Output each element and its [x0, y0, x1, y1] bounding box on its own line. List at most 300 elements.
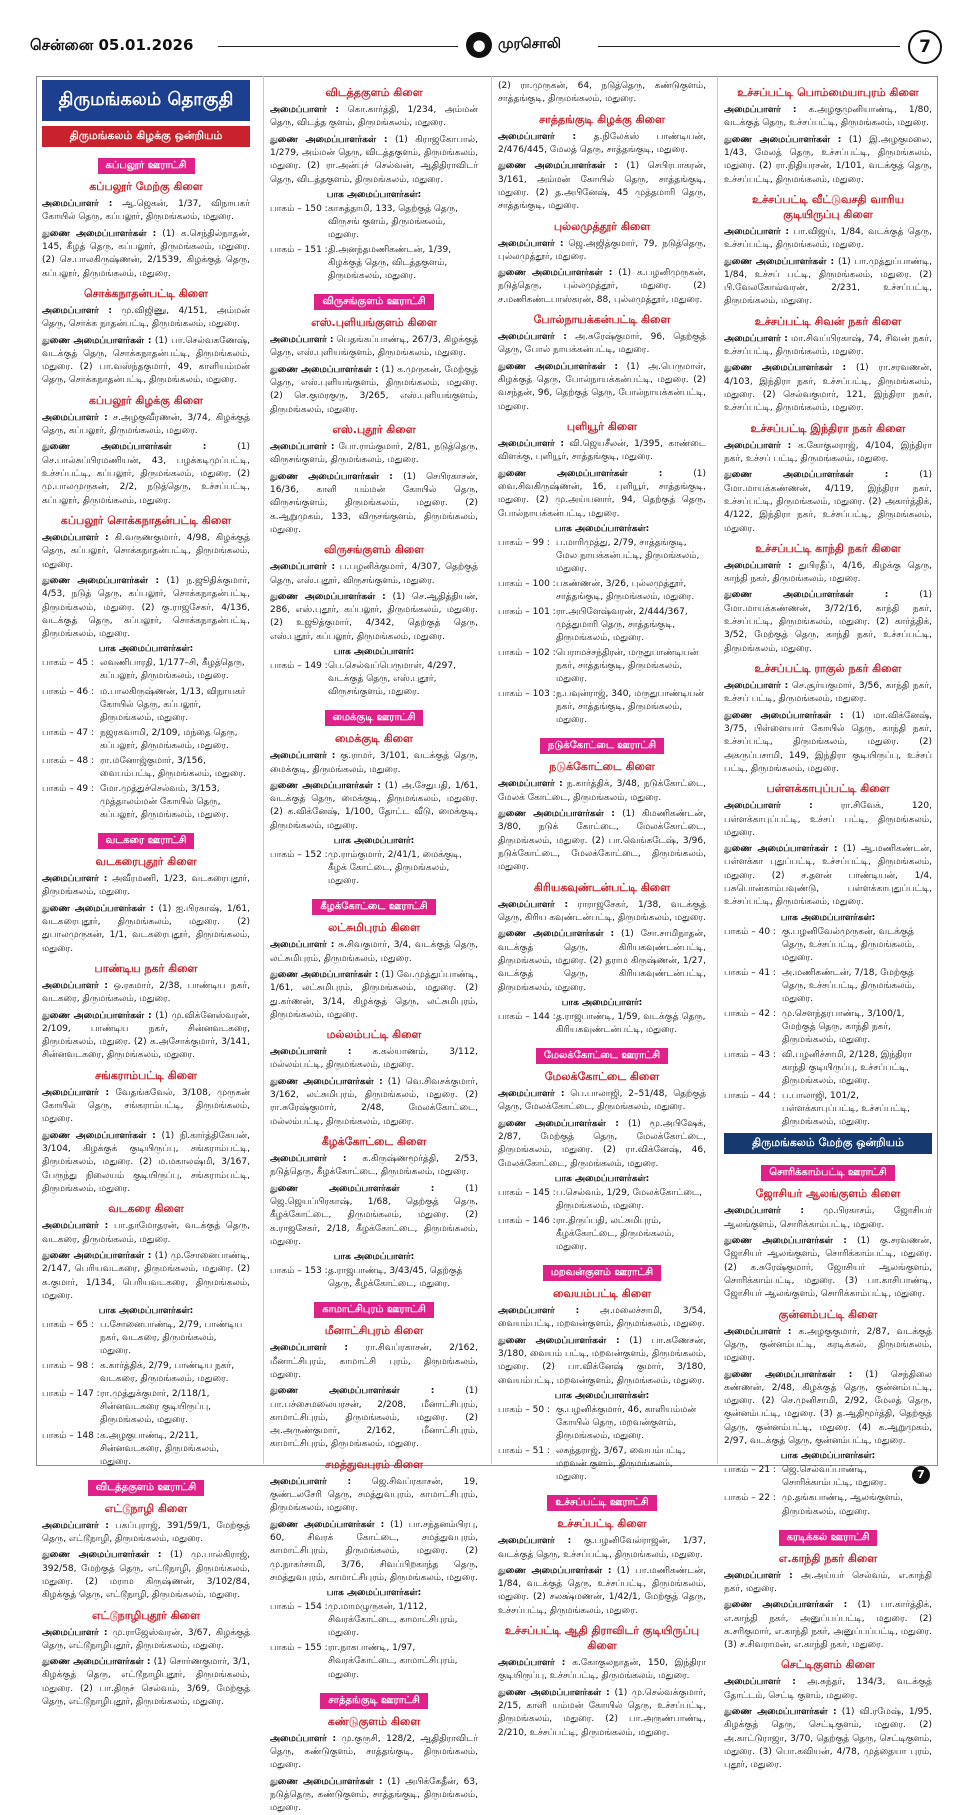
- role-label: துணை அமைப்பாளர்கள் :: [498, 809, 615, 819]
- role-label: துணை அமைப்பாளர்கள் :: [498, 1566, 611, 1576]
- appointee-entry: [42, 1220, 250, 1247]
- role-label: துணை அமைப்பாளர்கள் :: [724, 363, 846, 373]
- appointee-details: (1) வை.சிவகிருஷ்ணன், 16, புளியூர், சாத்தங்குடி, மதுரை. (2) மு.அய்யனார், 94, தெற்குத் தெரு, போல்நாயக்கன்பட்டி, மதுரை.: [498, 469, 706, 519]
- appointee-details: (1) செபிரபாகரன், 3/161, அம்மன் கோயில் தெரு, சாத்தங்குடி, மதுரை. (2) த.அபினேஷ், 45 முத்தமாரி தெரு, சாத்தங்குடி, மதுரை.: [498, 161, 706, 211]
- panchayat-heading-row: [42, 153, 250, 174]
- booth-number: பாகம் – 152 :: [270, 849, 328, 888]
- role-label: அமைப்பாளர் :: [724, 105, 797, 115]
- appointee-entry: [270, 134, 478, 187]
- booth-number: பாகம் – 50 :: [498, 1404, 556, 1443]
- booth-number: பாகம் – 65 :: [42, 1319, 100, 1358]
- booth-number: பாகம் – 42 :: [724, 1008, 782, 1047]
- role-label: துணை அமைப்பாளர்கள் :: [498, 362, 618, 372]
- role-label: அமைப்பாளர் :: [270, 751, 335, 761]
- booth-entry: [42, 1430, 250, 1469]
- booth-subheading: பாக அமைப்பாளர்கள்:: [498, 524, 706, 535]
- appointee-details: ஜெ.சிவப்ரகாசன், 19, குண்டலசேரி தெரு, சமத்துவபுரம், காமாட்சிபுரம், திருமங்கலம், மதுரை.: [270, 1477, 478, 1514]
- appointee-entry: [724, 843, 932, 910]
- appointee-details: (1) பா.செல்வகணேஷ், வடக்குத் தெரு, சொக்கநாதன்பட்டி, திருமங்கலம், மதுரை. (2) பா.வஸ்ந்தகுமார், 49, காளியம்மன் தெரு, சொக்கநாதன்பட்டி, திருமங்கலம், மதுரை.: [42, 336, 250, 386]
- appointee-details: ஒ.ரகமார், 2/38, பாண்டிய நகர், வடகரை, திருமங்கலம், மதுரை.: [42, 981, 250, 1004]
- appointee-entry: [724, 1235, 932, 1302]
- appointee-entry: [724, 469, 932, 536]
- column-divider: [491, 76, 492, 1464]
- booth-entry: [270, 849, 478, 888]
- role-label: துணை அமைப்பாளர்கள் :: [724, 590, 888, 600]
- appointee-details: (1) மு.விக்னேஸ்வரன், 2/109, பாண்டிய நகர், சின்னவடகரை, திருமங்கலம், மதுரை. (2) க.அசோக்குமார், 3/141, சின்னவடகரை, திருமங்கலம், மதுரை.: [42, 1011, 250, 1061]
- appointee-entry: [724, 1676, 932, 1703]
- column-divider: [717, 76, 718, 1464]
- role-label: துணை அமைப்பாளர்கள் :: [724, 711, 843, 721]
- panchayat-heading: வடகரை ஊராட்சி: [98, 833, 195, 849]
- appointee-entry: [498, 1088, 706, 1115]
- appointee-details: பெதங்கப்பாண்டி, 267/3, கிழக்குத் தெரு, எஸ்.புளியங்குளம், திருமங்கலம், மதுரை.: [270, 335, 478, 358]
- role-label: அமைப்பாளர் :: [724, 227, 789, 237]
- branch-heading: புல்லமுத்தூர் கிளை: [498, 220, 706, 235]
- newspaper-name: முரசொலி: [498, 36, 561, 54]
- appointee-entry: [270, 939, 478, 966]
- appointee-entry: [498, 808, 706, 875]
- booth-number: பாகம் – 43 :: [724, 1049, 782, 1088]
- panchayat-heading-row: [42, 1475, 250, 1496]
- panchayat-heading-row: [724, 1525, 932, 1546]
- role-label: அமைப்பாளர் :: [498, 439, 564, 449]
- booth-details: க.கார்த்திக், 2/79, பாண்டிய நகர், வடகரை, திருமங்கலம், மதுரை.: [100, 1360, 250, 1386]
- booth-entry: [42, 727, 250, 753]
- booth-details: ப.சோனைபாண்டி, 2/79, பாண்டிய நகர், வடகரை, திருமங்கலம், மதுரை.: [100, 1319, 250, 1358]
- booth-details: மு.ராம்குமார், 2/41/1, மைக்குடி, கீழக் கோட்டை, திருமங்கலம், மதுரை.: [328, 849, 478, 888]
- booth-entry: [270, 1601, 478, 1640]
- booth-details: கு.பழனிவேல்முருகன், வடக்குத் தெரு, உச்சப்பட்டி, திருமங்கலம், மதுரை.: [782, 926, 932, 965]
- appointee-entry: [498, 1335, 706, 1388]
- panchayat-heading: விடத்தகுளம் ஊராட்சி: [88, 1480, 205, 1496]
- branch-heading: கண்டுகுளம் கிளை: [270, 1715, 478, 1730]
- appointee-details: அ.மலைச்சாமி, 3/54, வையம்பட்டி, மறவன்குளம், திருமங்கலம், மதுரை.: [498, 1306, 706, 1329]
- booth-details: ரா.அபிளேஷ்வரன், 2/444/367, முத்துமாரி தெரு, சாத்தங்குடி, திருமங்கலம், மதுரை.: [556, 606, 706, 645]
- role-label: அமைப்பாளர் :: [270, 1154, 346, 1164]
- appointee-details: ப.பழனிக்குமார், 4/307, தெற்குத் தெரு, எஸ்.புதூர், விருசங்குளம், மதுரை.: [270, 562, 478, 585]
- appointee-entry: [42, 980, 250, 1007]
- booth-number: பாகம் – 22 :: [724, 1492, 782, 1518]
- role-label: அமைப்பாளர் :: [498, 1089, 564, 1099]
- role-label: துணை அமைப்பாளர்கள் :: [498, 161, 618, 171]
- booth-details: ப.செல்வம், 1/29, மேலக்கோட்டை, திருமங்கலம், மதுரை.: [556, 1187, 706, 1213]
- role-label: துணை அமைப்பாளர்கள் :: [724, 470, 888, 480]
- role-label: துணை அமைப்பாளர்கள் :: [42, 1011, 152, 1021]
- booth-details: பகண்ணன், 3/26, புல்லமுத்தூர், சாத்தங்குடி, திருமங்கலம், மதுரை.: [556, 578, 706, 604]
- role-label: அமைப்பாளர் :: [42, 874, 107, 884]
- booth-number: பாகம் – 51 :: [498, 1445, 556, 1484]
- booth-number: பாகம் – 148 :: [42, 1430, 100, 1469]
- booth-entry: [498, 1187, 706, 1213]
- appointee-details: ரா.சிவேக், 120, பள்ளக்காபுப்பட்டி, உச்சப் பட்டி, திருமங்கலம், மதுரை.: [724, 801, 932, 838]
- panchayat-heading-row: [270, 894, 478, 915]
- appointee-entry: [42, 335, 250, 388]
- appointee-details: (1) ந.ஜூதிக்குமார், 4/53, நடுத் தெரு, கப்பலூர், சொக்கநாதன்பட்டி, திருமங்கலம், மதுரை. (2) கு.ராஜசேகர், 4/136, வடக்குத் தெரு, கப்பலூர், சொக்கநாதன்பட்டி, திருமங்கலம், மதுரை.: [42, 576, 250, 639]
- appointee-entry: [270, 1733, 478, 1773]
- role-label: அமைப்பாளர் :: [498, 900, 568, 910]
- branch-heading: வடகரைபுதூர் கிளை: [42, 855, 250, 870]
- role-label: துணை அமைப்பாளர்கள் :: [270, 1777, 382, 1787]
- appointee-details: ரா.சிவப்ரகாசன், 2/162, மீனாட்சிபுரம், காமாட்சி புரம், திருமங்கலம், மதுரை.: [270, 1343, 478, 1380]
- booth-entry: [42, 1388, 250, 1427]
- appointee-entry: [270, 441, 478, 468]
- role-label: அமைப்பாளர் :: [270, 1343, 348, 1353]
- booth-number: பாகம் – 149 :: [270, 660, 328, 699]
- branch-heading: மேலக்கோட்டை கிளை: [498, 1070, 706, 1085]
- appointee-details: (1) மு.பால்கிராஜ், 392/58, மேற்குத் தெரு, எட்டூநாழி, திருமங்கலம், மதுரை. (2) மராம கிருஷ்ணன், 3/102/84, கிழக்குத் தெரு, எட்டூநாழி, திருமங்கலம், மதுரை.: [42, 1550, 250, 1600]
- appointee-entry: [498, 468, 706, 521]
- booth-number: பாகம் – 41 :: [724, 967, 782, 1006]
- appointee-entry: [724, 710, 932, 777]
- branch-heading: பாண்டிய நகர் கிளை: [42, 962, 250, 977]
- branch-heading: எட்டூநாழி கிளை: [42, 1502, 250, 1517]
- role-label: அமைப்பாளர் :: [270, 1047, 352, 1057]
- appointee-entry: [42, 1010, 250, 1063]
- appointee-details: (1) செந்திலை கண்ணன், 2/48, கிழக்குத் தெரு, குன்னம்பட்டி, மதுரை. (2) செ.முனிசாமி, 2/92, மேலத் தெரு, குன்னம்பட்டி, மதுரை. (3) த.ஆதிமூர்த்தி, தெற்குத் தெரு, குன்னம்பட்டி, மதுரை. (4) க.ஆறுமுகம், 2/97, வடக்குத் தெரு, குன்னம்பட்டி, மதுரை.: [724, 1370, 932, 1447]
- booth-details: லசுந்தராஜ், 3/67, வையம்பட்டி, மறவன் குளம், திருமங்கலம், மதுரை.: [556, 1445, 706, 1484]
- role-label: அமைப்பாளர் :: [42, 199, 112, 209]
- booth-number: பாகம் – 154 :: [270, 1601, 328, 1640]
- appointee-details: (1) ஐ.பிரகாஷ், 1/61, வடகரைபுதூர், திருமங்கலம், மதுரை. (2) துபாலமுருகன், 1/1, வடகரைபுதூர், திருமங்கலம், மதுரை.: [42, 904, 250, 954]
- booth-number: பாகம் – 144 :: [498, 1011, 556, 1037]
- panchayat-heading-row: [498, 733, 706, 754]
- role-label: துணை அமைப்பாளர்கள் :: [498, 268, 612, 278]
- appointee-entry: [270, 1519, 478, 1586]
- booth-number: பாகம் – 101 :: [498, 606, 556, 645]
- appointee-details: (1) பா.சந்தனம்பிரபு, 60, சிவரக் கோட்டை, சமத்துவபுரம், காமாட்சிபுரம், திருமங்கலம், மதுரை. (2) மு.நாகர்சாமி, 3/76, சிவப்பிறகாந்த தெரு, சமத்துவபுரம், காமாட்சிபுரம், திருமங்கலம், மதுரை.: [270, 1520, 478, 1583]
- role-label: துணை அமைப்பாளர்கள் :: [724, 844, 837, 854]
- appointee-details: க.கோகுலராஜ், 4/104, இந்திரா நகர், உச்சப் பட்டி, திருமங்கலம், மதுரை.: [724, 441, 932, 464]
- booth-subheading: பாக அமைப்பாளர்கள்:: [498, 1391, 706, 1402]
- appointee-details: க.அழகுமுனியாண்டி, 1/80, வடக்குத் தெரு, உச்சப்பட்டி, திருமங்கலம், மதுரை.: [724, 105, 932, 128]
- branch-heading: வடகரை கிளை: [42, 1202, 250, 1217]
- role-label: அமைப்பாளர் :: [498, 1536, 571, 1546]
- role-label: துணை அமைப்பாளர்கள் :: [270, 365, 378, 375]
- role-label: துணை அமைப்பாளர்கள் :: [270, 1184, 434, 1194]
- appointee-entry: [42, 575, 250, 642]
- appointee-details: ச.அழகுவீரணன், 3/74, கிழக்குத் தெரு, கப்பலூர், திருமங்கலம், மதுரை.: [42, 413, 250, 436]
- booth-number: பாகம் – 47 :: [42, 727, 100, 753]
- appointee-details: கு.ராமர், 3/101, வடக்குத் தெரு, மைக்குடி, திருமங்கலம், மதுரை.: [270, 751, 478, 774]
- booth-details: லவணிபாரதி, 1/177–சி, கீழத்தெரு, கப்பலூர், திருமங்கலம், மதுரை.: [100, 657, 250, 683]
- booth-subheading: பாக அமைப்பாளர்கள்:: [724, 913, 932, 924]
- appointee-entry: [724, 560, 932, 587]
- appointee-details: பா.விஜய், 1/84, வடக்குத் தெரு, உச்சப்பட்டி, திருமங்கலம், மதுரை.: [724, 227, 932, 250]
- appointee-details: க.அழகுகுமார், 2/87, வடக்குத் தெரு, குன்னம்பட்டி, கரடிக்கல், திருமங்கலம், மதுரை.: [724, 1327, 932, 1364]
- appointee-details: அ.சுரேஷ்குமார், 96, தெற்குத் தெரு, போல் நாயக்கன்பட்டி, மதுரை.: [498, 332, 706, 355]
- branch-heading: வையம்பட்டி கிளை: [498, 1287, 706, 1302]
- appointee-entry: [498, 267, 706, 307]
- booth-entry: [42, 686, 250, 725]
- panchayat-heading-row: [270, 705, 478, 726]
- booth-details: ப.மாரிமுத்து, 2/79, சாத்தங்குடி, மேல நாயக்கன்பட்டி, திருமங்கலம், மதுரை.: [556, 537, 706, 576]
- branch-heading: ஜோசியர் ஆலங்குளம் கிளை: [724, 1187, 932, 1202]
- booth-number: பாகம் – 99 :: [498, 537, 556, 576]
- appointee-details: ந.கார்த்திக், 3/48, நடுக்கோட்டை, மேலக் கோட்டை, திருமங்கலம், மதுரை.: [498, 779, 706, 802]
- appointee-entry: [42, 1549, 250, 1602]
- panchayat-heading: விருசங்குளம் ஊராட்சி: [314, 294, 433, 310]
- appointee-details: (1) அ.சேதுபதி, 1/61, வடக்குத் தெரு, மைக்குடி, திருமங்கலம், மதுரை. (2) க.விக்னேஷ், 1/100, தோட்ட வீடு, மைக்குடி, திருமங்கலம், மதுரை.: [270, 781, 478, 831]
- appointee-details: (1) வெ.சிவசக்குமார், 3/162, லட்சுமிபுரம், திருமங்கலம், மதுரை. (2) ரா.சுரேஷ்குமார், 2/48, மேலக்கோட்டை, மல்லம்பட்டி, திருமங்கலம், மதுரை.: [270, 1077, 478, 1127]
- column-2: [270, 80, 478, 1460]
- role-label: துணை அமைப்பாளர்கள் :: [42, 229, 156, 239]
- appointee-entry: [498, 1535, 706, 1562]
- appointee-entry: [42, 1087, 250, 1127]
- booth-details: த.ராஜபாண்டி, 1/59, வடக்குத் தெரு, கிரியகவுண்டன்பட்டி, மதுரை.: [556, 1011, 706, 1037]
- appointee-entry: [270, 471, 478, 538]
- appointee-details: சு.சிவகுமார், 3/4, வடக்குத் தெரு, லட்சுமிபுரம், திருமங்கலம், மதுரை.: [270, 940, 478, 963]
- booth-subheading: பாக அமைப்பாளர்கள்:: [42, 1306, 250, 1317]
- branch-heading: லட்சுமிபுரம் கிளை: [270, 921, 478, 936]
- role-label: அமைப்பாளர் :: [42, 1628, 107, 1638]
- role-label: அமைப்பாளர் :: [498, 779, 563, 789]
- booth-entry: [498, 606, 706, 645]
- role-label: துணை அமைப்பாளர்கள் :: [42, 1657, 151, 1667]
- appointee-entry: [270, 104, 478, 131]
- appointee-entry: [498, 80, 706, 107]
- booth-number: பாகம் – 153 :: [270, 1265, 328, 1291]
- appointee-entry: [42, 441, 250, 508]
- booth-details: ரா.திருப்பதி, லட்சுமிபுரம், கீழக்கோட்டை, திருமங்கலம், மதுரை.: [556, 1215, 706, 1254]
- booth-subheading: பாக அமைப்பாளர்கள்:: [498, 1174, 706, 1185]
- branch-heading: எஸ்.புதூர் கிளை: [270, 423, 478, 438]
- appointee-details: (1) செ.பால்சுப்பிரமணியன், 43, பழக்கடிமுப்பட்டி, உச்சப்பட்டி, கப்பலூர், திருமங்கலம், மதுரை. (2) மு.பாலமுருகன், 2/2, நடுத்தெரு, உச்சப்பட்டி, கப்பலூர், திருமங்கலம், மதுரை.: [42, 442, 250, 505]
- booth-entry: [498, 1011, 706, 1037]
- appointee-entry: [42, 198, 250, 225]
- panchayat-heading: காமாட்சிபுரம் ஊராட்சி: [314, 1302, 434, 1318]
- branch-heading: எஸ்.புளியங்குளம் கிளை: [270, 316, 478, 331]
- appointee-entry: [498, 899, 706, 926]
- branch-heading: கிரியகவுண்டன்பட்டி கிளை: [498, 881, 706, 896]
- role-label: அமைப்பாளர் :: [498, 332, 567, 342]
- role-label: துணை அமைப்பாளர்கள் :: [42, 1550, 161, 1560]
- appointee-entry: [724, 1599, 932, 1652]
- appointee-details: மு.பிரகாசம், ஜோசியர் ஆலங்குளம், சொரிக்காம்பட்டி, மதுரை.: [724, 1206, 932, 1229]
- panchayat-heading-row: [42, 828, 250, 849]
- role-label: அமைப்பாளர் :: [724, 1571, 793, 1581]
- booth-entry: [724, 1464, 932, 1490]
- booth-entry: [498, 1215, 706, 1254]
- branch-heading: உச்சப்பட்டி இந்திரா நகர் கிளை: [724, 422, 932, 437]
- booth-details: ரா.முத்துக்குமார், 2/118/1, சின்னவடகரை குடியிருப்பு, திருமங்கலம், மதுரை.: [100, 1388, 250, 1427]
- role-label: அமைப்பாளர் :: [270, 562, 335, 572]
- booth-entry: [724, 926, 932, 965]
- appointee-entry: [42, 1250, 250, 1303]
- appointee-entry: [498, 238, 706, 265]
- branch-heading: உச்சப்பட்டி சிவன் நகர் கிளை: [724, 315, 932, 330]
- panchayat-heading: கப்பலூர் ஊராட்சி: [98, 158, 195, 174]
- role-label: துணை அமைப்பாளர்கள் :: [724, 1370, 852, 1380]
- appointee-details: (1) கு.சரவணன், ஜோசியர் ஆலங்குளம், சொரிக்காம்பட்டி, மதுரை. (2) க.சுரேஷ்குமார், ஜோசியர் ஆலங்குளம், சொரிக்காம்பட்டி, மதுரை. (3) பா.காசிபாண்டி, ஜோசியர் ஆலங்குளம், சொரிக்காம்பட்டி, மதுரை.: [724, 1236, 932, 1299]
- role-label: அமைப்பாளர் :: [498, 1658, 565, 1668]
- role-label: துணை அமைப்பாளர்கள் :: [724, 1707, 837, 1717]
- role-label: துணை அமைப்பாளர்கள் :: [270, 472, 393, 482]
- role-label: துணை அமைப்பாளர்கள் :: [498, 1119, 619, 1129]
- appointee-details: (1) நி.கார்த்திகேயன், 3/104, கிழக்குக் குடியிருப்பு, சங்கராம்பட்டி, திருமங்கலம், மதுரை. (2) ம.மகாலஷ்மி, 3/167, பேருந்து நிலையம் குடியிருப்பு, சங்கராம்பட்டி, திருமங்கலம், மதுரை.: [42, 1131, 250, 1194]
- appointee-entry: [498, 1657, 706, 1684]
- booth-details: கு.பழனிக்குமார், 46, காளியம்மன் கோயில் தெரு, மறவன்குளம், திருமங்கலம், மதுரை.: [556, 1404, 706, 1443]
- appointee-entry: [498, 438, 706, 465]
- appointee-details: கொ.கார்த்தி, 1/234, அம்மன் தெரு, விடத்த குளம், திருமங்கலம், மதுரை.: [270, 105, 478, 128]
- appointee-details: (1) பா.கார்த்திக், எ.காந்தி நகர், அனுப்பப்பட்டி, மதுரை. (2) க.சரிகுமார், எ.காந்தி நகர், அனுப்பப்பட்டி, மதுரை. (3) ச.சிவராமன், எ.காந்தி நகர், மதுரை.: [724, 1600, 932, 1650]
- appointee-details: (1) க.பழனிமுருகன், நடுத்தெரு, புல்லமுத்தூர், மதுரை. (2) ச.மணிகண்டபாஸ்கரன், 88, புல்லமுத்தூர், மதுரை.: [498, 268, 706, 305]
- appointee-entry: [270, 364, 478, 417]
- booth-number: பாகம் – 150 :: [270, 203, 328, 242]
- role-label: அமைப்பாளர் :: [270, 1734, 336, 1744]
- masthead-rule: [598, 46, 900, 47]
- booth-number: பாகம் – 48 :: [42, 755, 100, 781]
- appointee-entry: [42, 1656, 250, 1709]
- role-label: அமைப்பாளர் :: [724, 1677, 796, 1687]
- union-heading: திருமங்கலம் கிழக்கு ஒன்றியம்: [42, 126, 250, 147]
- appointee-details: போ.ராம்குமார், 2/81, நடுத்தெரு, விருசங்குளம், திருமங்கலம், மதுரை.: [270, 442, 478, 465]
- panchayat-heading-row: [270, 289, 478, 310]
- booth-number: பாகம் – 100 :: [498, 578, 556, 604]
- appointee-entry: [42, 903, 250, 956]
- booth-entry: [42, 1360, 250, 1386]
- appointee-details: ராராஜசேகர், 1/38, வடக்குத் தெரு, கிரிய கவுண்டன்பட்டி, திருமங்கலம், மதுரை.: [498, 900, 706, 923]
- role-label: துணை அமைப்பாளர்கள் :: [42, 576, 159, 586]
- role-label: அமைப்பாளர் :: [270, 1477, 351, 1487]
- branch-heading: உச்சப்பட்டி காந்தி நகர் கிளை: [724, 542, 932, 557]
- appointee-entry: [42, 873, 250, 900]
- booth-entry: [42, 755, 250, 781]
- role-label: துணை அமைப்பாளர்கள் :: [270, 592, 386, 602]
- booth-number: பாகம் – 98 :: [42, 1360, 100, 1386]
- panchayat-heading-row: [270, 1297, 478, 1318]
- panchayat-heading: மைக்குடி ஊராட்சி: [325, 710, 424, 726]
- booth-entry: [498, 578, 706, 604]
- branch-heading: புளியூர் கிளை: [498, 420, 706, 435]
- appointee-details: (1) மா.விக்னேஷ், 3/75, பிள்ளையார் கோயில் தெரு, காந்தி நகர், உச்சப்பட்டி, திருமங்கலம், மதுரை. (2) அகருப்பசாமி, 149, இந்திரா குடியிருப்பு, உச்சப் பட்டி, திருமங்கலம், மதுரை.: [724, 711, 932, 774]
- appointee-details: (1) சொர்ணகுமார், 3/1, கிழக்குத் தெரு, எட்டூநாழிபுதூர், திருமங்கலம், மதுரை. (2) பா.திருச் செல்வம், 3/69, மேற்குத் தெரு, எட்டூநாழிபுதூர், திருமங்கலம், மதுரை.: [42, 1657, 250, 1707]
- booth-details: க.அழகுபாண்டி, 2/211, சின்னவடகரை, திருமங்கலம், மதுரை.: [100, 1430, 250, 1469]
- appointee-details: (1) அபிக்கேதீன், 63, நடுத்தெரு, கண்டுகுளம், சாத்தங்குடி, திருமங்கலம், மதுரை.: [270, 1777, 478, 1814]
- booth-entry: [270, 660, 478, 699]
- appointee-entry: [724, 1326, 932, 1366]
- appointee-entry: [724, 226, 932, 253]
- appointee-details: மு.ராஜேஸ்வரன், 3/67, கிழக்குத் தெரு, எட்டூநாழிபுதூர், திருமங்கலம், மதுரை.: [42, 1628, 250, 1651]
- appointee-entry: [270, 1153, 478, 1180]
- appointee-details: (1) மோ.மாயக்கண்ணன், 4/119, இந்திரா நகர், உச்சப்பட்டி, திருமங்கலம், மதுரை. (2) அகார்த்திக், 4/122, இந்திரா நகர், உச்சப்பட்டி, திருமங்கலம், மதுரை.: [724, 470, 932, 533]
- booth-entry: [498, 1404, 706, 1443]
- branch-heading: செட்டிகுளம் கிளை: [724, 1658, 932, 1673]
- role-label: அமைப்பாளர் :: [270, 105, 339, 115]
- appointee-entry: [724, 1706, 932, 1773]
- booth-number: பாகம் – 146 :: [498, 1215, 556, 1254]
- appointee-details: க.கல்யாணம், 3/112, மல்லம்பட்டி, திருமங்கலம், மதுரை.: [270, 1047, 478, 1070]
- branch-heading: கப்பலூர் கிழக்கு கிளை: [42, 394, 250, 409]
- branch-heading: மைக்குடி கிளை: [270, 732, 478, 747]
- panchayat-heading: கீழக்கோட்டை ஊராட்சி: [312, 899, 435, 915]
- booth-entry: [42, 1319, 250, 1358]
- appointee-entry: [42, 1627, 250, 1654]
- booth-entry: [42, 783, 250, 822]
- role-label: துணை அமைப்பாளர்கள் :: [724, 257, 834, 267]
- column-1: [42, 80, 250, 1460]
- branch-heading: உச்சப்பட்டி வீட்டுவசதி வாரிய குடியிருப்பு கிளை: [724, 193, 932, 223]
- booth-number: பாகம் – 49 :: [42, 783, 100, 822]
- booth-entry: [724, 1090, 932, 1129]
- appointee-details: (1) பா.மணிகண்டன், 1/84, வடக்குத் தெரு, உச்சப்பட்டி, திருமங்கலம், மதுரை. (2) சலக்ஷ்மணன், 1/42/1, மேற்குத் தெரு, உச்சப்பட்டி, திருமங்கலம், மதுரை.: [498, 1566, 706, 1616]
- booth-details: ப.பாலாஜி, 101/2, பள்ளக்காபுப்பட்டி, உச்சப்பட்டி, திருமங்கலம், மதுரை.: [782, 1090, 932, 1129]
- role-label: அமைப்பாளர் :: [724, 561, 792, 571]
- booth-number: பாகம் – 155 :: [270, 1642, 328, 1681]
- appointee-details: (1) கிராஜகோபால், 1/279, அம்மன் தெரு, விடத்தகுளம், திருமங்கலம், மதுரை. (2) ரா.அன்புச் செல்வன், ஆதிதிராவிடர் தெரு, விடத்தகுளம், திருமங்கலம், மதுரை.: [270, 135, 478, 185]
- appointee-details: (1) வே.முத்துப்பாண்டி, 1/61, லட்சுமிபுரம், திருமங்கலம், மதுரை. (2) து.கர்ணன், 3/14, கிழக்குத் தெரு, லட்சுமிபுரம், திருமங்கலம், மதுரை.: [270, 970, 478, 1020]
- booth-entry: [498, 688, 706, 727]
- appointee-details: பா.தாமோதரன், வடக்குத் தெரு, வடகரை, திருமங்கலம், மதுரை.: [42, 1221, 250, 1244]
- booth-entry: [724, 967, 932, 1006]
- panchayat-heading: சாத்தங்குடி ஊராட்சி: [320, 1693, 428, 1709]
- booth-subheading: பாக அமைப்பாளர்கள்:: [270, 190, 478, 201]
- booth-subheading: பாக அமைப்பாளர்கள்:: [270, 1588, 478, 1599]
- booth-entry: [724, 1492, 932, 1518]
- role-label: அமைப்பாளர் :: [498, 239, 563, 249]
- role-label: துணை அமைப்பாளர்கள் :: [498, 1688, 610, 1698]
- appointee-entry: [270, 1385, 478, 1452]
- branch-heading: உச்சப்பட்டி ராகுல் நகர் கிளை: [724, 662, 932, 677]
- appointee-details: துபிரதீப், 4/16, கிழக்கு தெரு, காந்தி நகர், திருமங்கலம், மதுரை.: [724, 561, 932, 584]
- appointee-entry: [498, 1565, 706, 1618]
- role-label: அமைப்பாளர் :: [270, 940, 334, 950]
- role-label: அமைப்பாளர் :: [42, 1521, 109, 1531]
- booth-number: பாகம் – 44 :: [724, 1090, 782, 1129]
- role-label: அமைப்பாளர் :: [42, 306, 112, 316]
- appointee-entry: [42, 1130, 250, 1197]
- role-label: அமைப்பாளர் :: [270, 335, 333, 345]
- panchayat-heading-row: [498, 1260, 706, 1281]
- booth-entry: [498, 537, 706, 576]
- appointee-details: கு.பழனிவேல்ராஜன், 1/37, வடக்குத் தெரு, உச்சப்பட்டி, திருமங்கலம், மதுரை.: [498, 1536, 706, 1559]
- branch-heading: சாத்தங்குடி கிழக்கு கிளை: [498, 113, 706, 128]
- booth-details: ம.பாலகிருஷ்ணன், 1/13, விநாயகர் கோயில் தெரு, கப்பலூர், திருமங்கலம், மதுரை.: [100, 686, 250, 725]
- appointee-entry: [270, 1342, 478, 1382]
- booth-number: பாகம் – 102 :: [498, 647, 556, 686]
- appointee-details: (1) பா.முத்துப்பாண்டி, 1/84, உச்சப் பட்டி, திருமங்கலம், மதுரை. (2) பி.வேலகோவ்வரன், 2/231, உச்சப்பட்டி, திருமங்கலம், மதுரை.: [724, 257, 932, 307]
- appointee-details: மு.குருசி, 128/2, ஆதிதிராவிடர் தெரு, கண்டுகுளம், சாத்தங்குடி, திருமங்கலம், மதுரை.: [270, 1734, 478, 1771]
- appointee-details: அவீரமணி, 1/23, வடகரைபுதூர், திருமங்கலம், மதுரை.: [42, 874, 250, 897]
- role-label: அமைப்பாளர் :: [42, 1088, 109, 1098]
- column-3: [498, 80, 706, 1460]
- booth-details: ஜெ.செல்வப்பாண்டி, சொரிக்காம்பட்டி, மதுரை.: [782, 1464, 932, 1490]
- panchayat-heading: சொரிக்காம்பட்டி ஊராட்சி: [761, 1165, 894, 1181]
- branch-heading: போல்நாயக்கன்பட்டி கிளை: [498, 313, 706, 328]
- role-label: அமைப்பாளர் :: [42, 981, 108, 991]
- appointee-entry: [270, 591, 478, 644]
- booth-subheading: பாக அமைப்பாளர்கள்:: [724, 1451, 932, 1462]
- appointee-details: (1) இ.அழகுமலை, 1/43, மேலத் தெரு, உச்சப்பட்டி, திருமங்கலம், மதுரை. (2) ரா.நிதியரசன், 1/101, வடக்குத் தெரு, உச்சப்பட்டி, திருமங்கலம், மதுரை.: [724, 135, 932, 185]
- appointee-details: (1) க.முருகன், மேற்குத் தெரு, எஸ்.புளியங்குளம், திருமங்கலம், மதுரை. (2) செ.குமரகுரு, 3/265, எஸ்.புளியங்குளம், திருமங்கலம், மதுரை.: [270, 365, 478, 415]
- appointee-entry: [270, 750, 478, 777]
- appointee-details: (1) ரா.சரவணன், 4/103, இந்திரா நகர், உச்சப்பட்டி, திருமங்கலம், மதுரை. (2) செல்வகுமார், 121, இந்திரா நகர், உச்சப்பட்டி, திருமங்கலம், மதுரை.: [724, 363, 932, 413]
- role-label: துணை அமைப்பாளர்கள் :: [270, 1520, 384, 1530]
- branch-heading: சங்கராம்பட்டி கிளை: [42, 1069, 250, 1084]
- role-label: துணை அமைப்பாளர்கள் :: [498, 469, 662, 479]
- union-heading: திருமங்கலம் மேற்கு ஒன்றியம்: [724, 1133, 932, 1154]
- booth-details: தி.அனந்தமணிகண்டன், 1/39, கிழக்குத் தெரு, விடத்தகுளம், திருமங்கலம், மதுரை.: [328, 244, 478, 283]
- appointee-entry: [724, 800, 932, 840]
- appointee-details: (1) ஜெ.ஜெயப்பிரகாஷ், 1/68, தெற்குத் தெரு, கீழக்கோட்டை, திருமங்கலம், மதுரை. (2) க.ராஜசேகர், 2/18, கீழக்கோட்டை, திருமங்கலம், மதுரை.: [270, 1184, 478, 1247]
- appointee-entry: [498, 1118, 706, 1171]
- branch-heading: சொக்கநாதன்பட்டி கிளை: [42, 287, 250, 302]
- role-label: துணை அமைப்பாளர்கள் :: [724, 1600, 847, 1610]
- branch-heading: உச்சப்பட்டி ஆதி திராவிடர் குடியிருப்பு கிளை: [498, 1624, 706, 1654]
- role-label: அமைப்பாளர் :: [42, 1221, 108, 1231]
- booth-details: காசுத்தாமி, 133, தெற்குத் தெரு, விருசங் குளம், திருமங்கலம், மதுரை.: [328, 203, 478, 242]
- booth-details: மோ.முத்துச்செல்வம், 3/153, முத்தாலம்மன் கோயில் தெரு, கப்பலூர், திருமங்கலம், மதுரை.: [100, 783, 250, 822]
- appointee-entry: [498, 1687, 706, 1740]
